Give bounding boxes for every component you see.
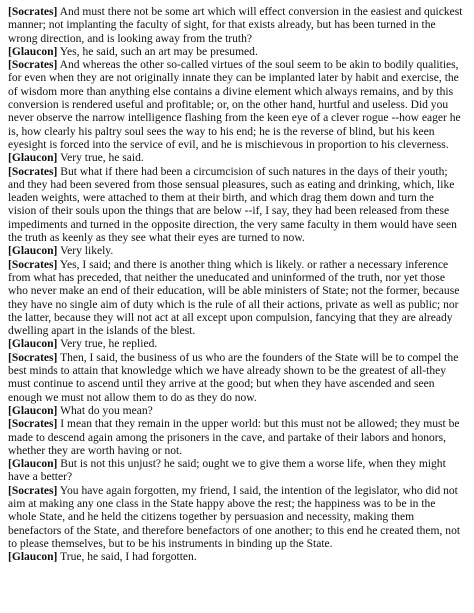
dialogue-turn — [8, 6, 464, 46]
utterance-text: But what if there had been a circumcision of such natures in the days of their youth; and they had been severed from those sensual pleasures, such as eating and drinking, which, like leaden weights, were attached to them at their birth, and which drag them down and turn the vision of their souls upon the things that are below --if, I say, they had been released from these impediments and turned in the opposite direction, the very same faculty in them would have seen the truth as keenly as they see what their eyes are turned to now. — [8, 165, 457, 245]
speaker-label: [Glaucon] — [8, 245, 58, 258]
dialogue-turn — [8, 405, 464, 418]
speaker-label: [Socrates] — [8, 484, 58, 497]
utterance-text: And must there not be some art which will effect conversion in the easiest and quickest manner; not implanting the faculty of sight, for that exists already, but has been turned in the wrong direction, and is looking away from the truth? — [8, 6, 463, 45]
speaker-label: [Glaucon] — [8, 404, 58, 417]
speaker-label: [Socrates] — [8, 165, 58, 178]
utterance-text: Very true, he said. — [60, 152, 144, 165]
dialogue-turn — [8, 166, 464, 246]
utterance-text: But is not this unjust? he said; ought we to give them a worse life, when they might have a better? — [8, 458, 446, 484]
dialogue-turn — [8, 551, 464, 564]
speaker-label: [Glaucon] — [8, 458, 58, 471]
dialogue-turn — [8, 338, 464, 351]
utterance-text: You have again forgotten, my friend, I said, the intention of the legislator, who did not aim at making any one class in the State happy above the rest; the happiness was to be in the whole State, and he held the citizens together by persuasion and necessity, making them benefactors of the State, and therefore benefactors of one another; to this end he created them, not to please themselves, but to be his instruments in binding up the State. — [8, 484, 461, 550]
speaker-label: [Socrates] — [8, 6, 58, 18]
speaker-label: [Glaucon] — [8, 152, 58, 165]
dialogue-turn — [8, 46, 464, 59]
utterance-text: Yes, I said; and there is another thing which is likely. or rather a necessary inference from what has preceded, that neither the uneducated and uninformed of the truth, nor yet those who never make an end of their education, will be able ministers of State; not the former, because they have no single aim of duty which is the rule of all their actions, private as well as public; nor the latter, because they will not act at all except upon compulsion, fancying that they are already dwelling apart in the islands of the blest. — [8, 258, 460, 338]
utterance-text: What do you mean? — [60, 404, 153, 417]
speaker-label: [Socrates] — [8, 418, 58, 431]
speaker-label: [Glaucon] — [8, 45, 58, 58]
utterance-text: Yes, he said, such an art may be presumed. — [59, 45, 258, 58]
dialogue-turn — [8, 352, 464, 405]
dialogue-turn — [8, 245, 464, 258]
speaker-label: [Socrates] — [8, 258, 58, 271]
dialogue-turn — [8, 458, 464, 485]
utterance-text: Then, I said, the business of us who are the founders of the State will be to compel the best minds to attain that knowledge which we have already shown to be the greatest of all-they must continue to ascend until they arrive at the good; but when they have ascended and seen enough we must not allow them to do as they do now. — [8, 351, 459, 404]
speaker-label: [Glaucon] — [8, 338, 58, 351]
dialogue-turn — [8, 259, 464, 339]
utterance-text: And whereas the other so-called virtues of the soul seem to be akin to bodily qualities, for even when they are not originally innate they can be implanted later by habit and exercise, the of wisdom more than anything else contains a divine element which always remains, and by this conversion is rendered useful and profitable; or, on the other hand, hurtful and useless. Did you never observe the narrow intelligence flashing from the keen eye of a clever rogue --how eager he is, how clearly his paltry soul sees the way to his end; he is the reverse of blind, but his keen eyesight is forced into the service of evil, and he is mischievous in proportion to his cleverness. — [8, 59, 461, 151]
utterance-text: Very likely. — [60, 245, 114, 258]
utterance-text: True, he said, I had forgotten. — [60, 551, 197, 564]
dialogue-turn — [8, 59, 464, 152]
dialogue-turn — [8, 418, 464, 458]
dialogue-turn — [8, 152, 464, 165]
speaker-label: [Glaucon] — [8, 551, 58, 564]
utterance-text: Very true, he replied. — [60, 338, 158, 351]
speaker-label: [Socrates] — [8, 351, 58, 364]
utterance-text: I mean that they remain in the upper world: but this must not be allowed; they must be made to descend again among the prisoners in the cave, and partake of their labors and honors, whether they are worth having or not. — [8, 418, 460, 457]
dialogue-turn — [8, 485, 464, 551]
speaker-label: [Socrates] — [8, 59, 58, 72]
